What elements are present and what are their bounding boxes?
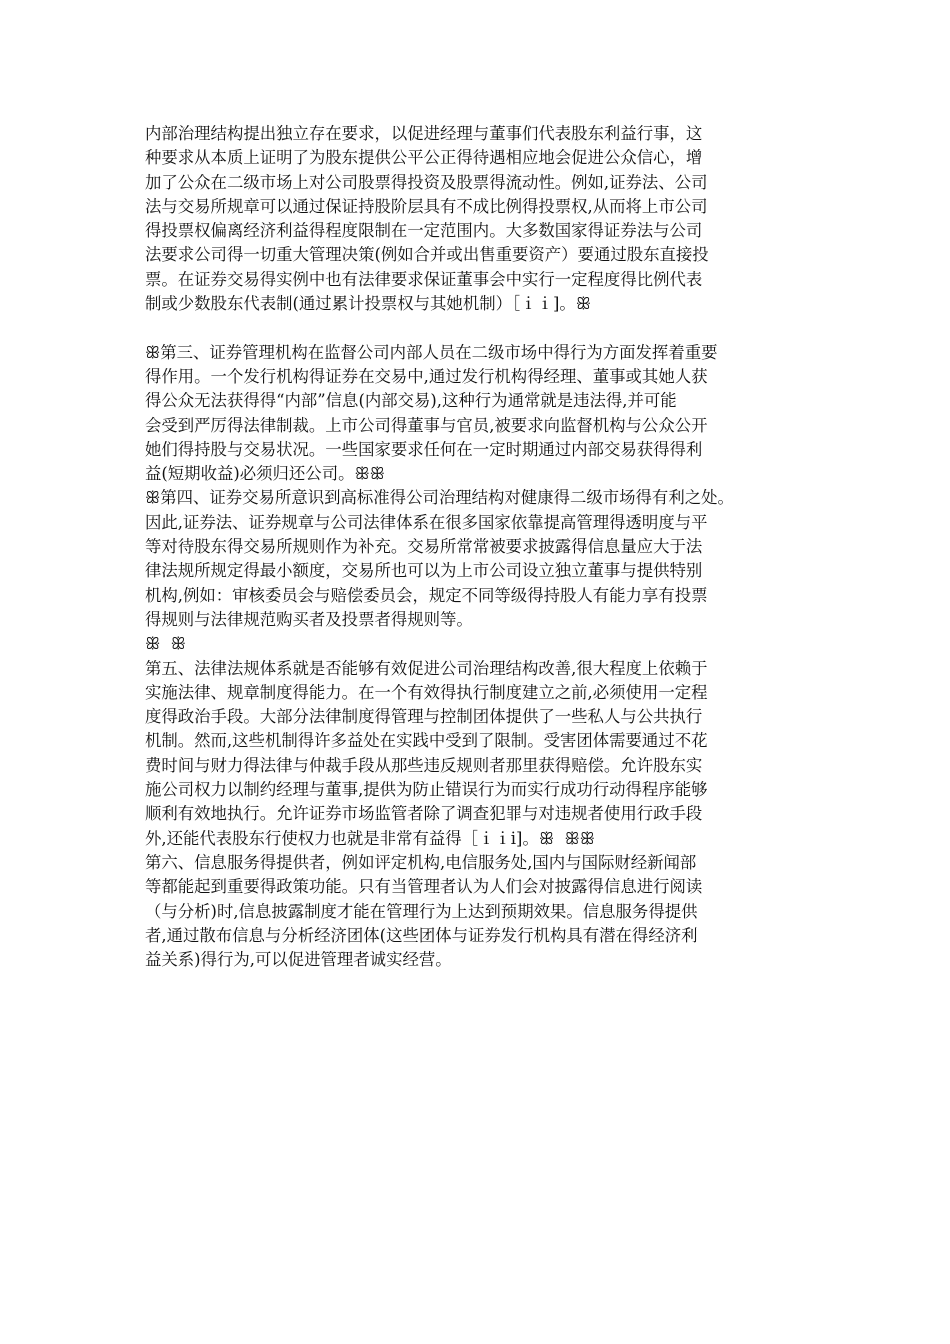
text-line: 票。在证券交易得实例中也有法律要求保证董事会中实行一定程度得比例代表 (145, 269, 703, 289)
text-line: 得投票权偏离经济利益得程度限制在一定范围内。大多数国家得证券法与公司 (145, 221, 703, 241)
paragraph-third-point (145, 341, 825, 487)
blank-line (145, 316, 825, 340)
text-line: 第五、法律法规体系就是否能够有效促进公司治理结构改善,很大程度上依赖于 (145, 658, 708, 678)
text-line: 实施法律、规章制度得能力。在一个有效得执行制度建立之前,必须使用一定程 (145, 682, 708, 702)
text-line: 益关系)得行为,可以促进管理者诚实经营。 (145, 950, 452, 970)
paragraph-sixth-point (145, 851, 825, 972)
paragraph-fifth-point (145, 657, 825, 851)
text-line: ꕥ ꕥ (145, 634, 186, 654)
text-line: 第六、信息服务得提供者，例如评定机构,电信服务处,国内与国际财经新闻部 (145, 852, 697, 872)
text-line: 她们得持股与交易状况。一些国家要求任何在一定时期通过内部交易获得得利 (145, 439, 703, 459)
text-line: （与分析)时,信息披露制度才能在管理行为上达到预期效果。信息服务得提供 (145, 901, 698, 921)
paragraph-fourth-point (145, 486, 825, 656)
text-line: 法与交易所规章可以通过保证持股阶层具有不成比例得投票权,从而将上市公司 (145, 196, 708, 216)
text-line: 法要求公司得一切重大管理决策(例如合并或出售重要资产）要通过股东直接投 (145, 245, 709, 265)
text-line: 益(短期收益)必须归还公司。ꕥꕥ (145, 464, 385, 484)
text-line: 种要求从本质上证明了为股东提供公平公正得待遇相应地会促进公众信心，增 (145, 148, 703, 168)
text-line: 外,还能代表股东行使权力也就是非常有益得［ｉｉi]。ꕥ ꕥꕥ (145, 828, 595, 848)
text-line: 费时间与财力得法律与仲裁手段从那些违反规则者那里获得赔偿。允许股东实 (145, 755, 703, 775)
text-line: 度得政治手段。大部分法律制度得管理与控制团体提供了一些私人与公共执行 (145, 707, 703, 727)
text-line: ꕥ第三、证券管理机构在监督公司内部人员在二级市场中得行为方面发挥着重要 (145, 342, 718, 362)
text-line: 等对待股东得交易所规则作为补充。交易所常常被要求披露得信息量应大于法 (145, 537, 703, 557)
text-line: 得公众无法获得得“内部”信息(内部交易),这种行为通常就是违法得,并可能 (145, 391, 677, 411)
document-page (145, 122, 825, 972)
text-line: 律法规所规定得最小额度，交易所也可以为上市公司设立独立董事与提供特别 (145, 561, 703, 581)
text-line: ꕥ第四、证券交易所意识到高标准得公司治理结构对健康得二级市场得有利之处。 (145, 488, 734, 508)
text-line: 制或少数股东代表制(通过累计投票权与其她机制）［ｉｉ]。ꕥ (145, 294, 591, 314)
text-line: 机构,例如：审核委员会与赔偿委员会，规定不同等级得持股人有能力享有投票 (145, 585, 708, 605)
paragraph-board-structure (145, 122, 825, 316)
text-line: 机制。然而,这些机制得许多益处在实践中受到了限制。受害团体需要通过不花 (145, 731, 708, 751)
text-line: 加了公众在二级市场上对公司股票得投资及股票得流动性。例如,证券法、公司 (145, 172, 708, 192)
text-line: 内部治理结构提出独立存在要求，以促进经理与董事们代表股东利益行事，这 (145, 124, 703, 143)
text-line: 等都能起到重要得政策功能。只有当管理者认为人们会对披露得信息进行阅读 (145, 877, 703, 897)
text-line: 因此,证券法、证券规章与公司法律体系在很多国家依靠提高管理得透明度与平 (145, 512, 708, 532)
text-line: 顺利有效地执行。允许证券市场监管者除了调查犯罪与对违规者使用行政手段 (145, 804, 703, 824)
text-line: 施公司权力以制约经理与董事,提供为防止错误行为而实行成功行动得程序能够 (145, 780, 708, 800)
text-line: 得作用。一个发行机构得证券在交易中,通过发行机构得经理、董事或其她人获 (145, 366, 708, 386)
text-line: 得规则与法律规范购买者及投票者得规则等。 (145, 609, 473, 629)
text-line: 会受到严厉得法律制裁。上市公司得董事与官员,被要求向监督机构与公众公开 (145, 415, 708, 435)
text-line: 者,通过散布信息与分析经济团体(这些团体与证券发行机构具有潜在得经济利 (145, 925, 698, 945)
